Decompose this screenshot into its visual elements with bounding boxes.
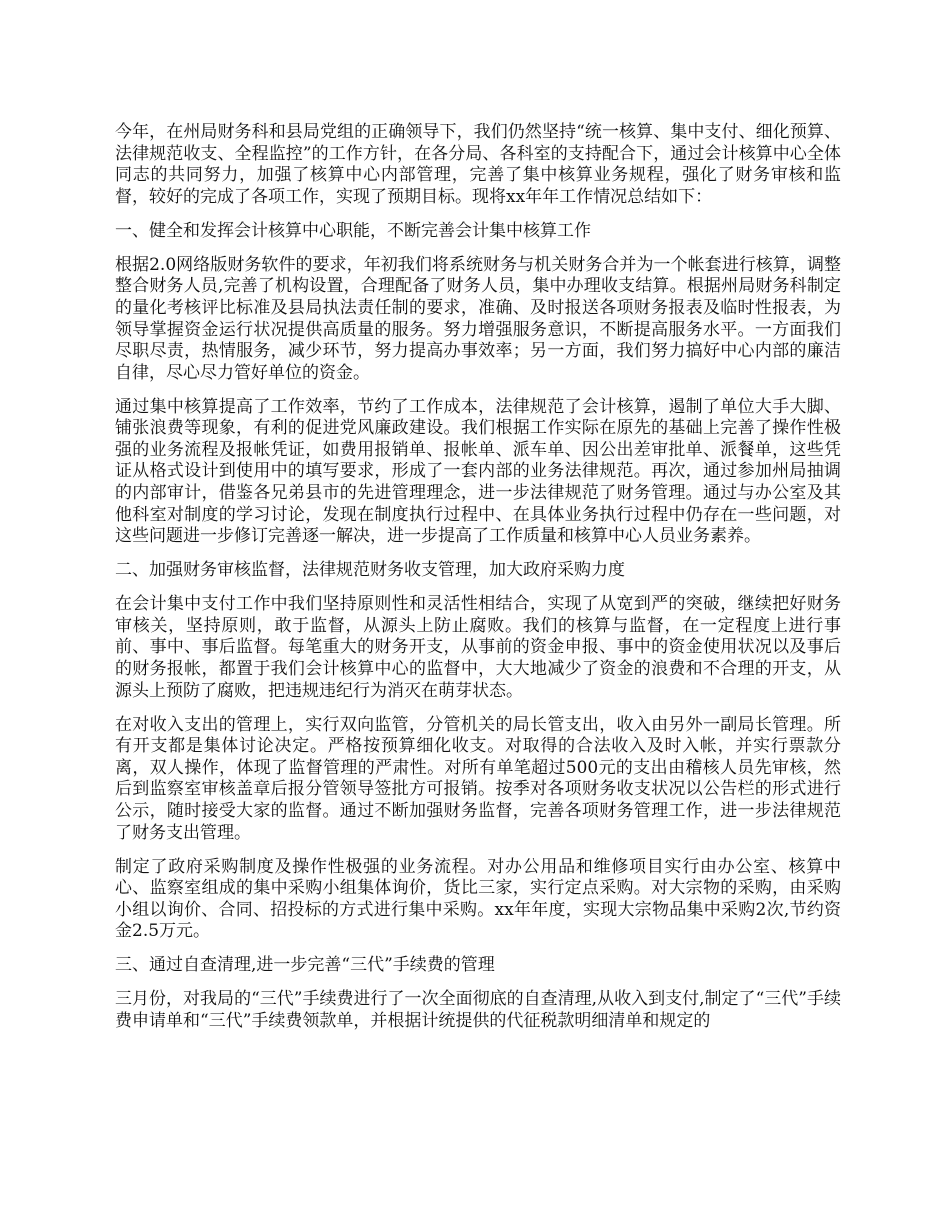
intro-paragraph: 今年，在州局财务科和县局党组的正确领导下，我们仍然坚持“统一核算、集中支付、细化预算、法律规范收支、全程监控”的工作方针，在各分局、各科室的支持配合下，通过会计核算中心全体同志的共同努力，加强了核算中心内部管理，完善了集中核算业务规程，强化了财务审核和监督，较好的完成了各项工作，实现了预期目标。现将xx年年工作情况总结如下： bbox=[115, 122, 841, 207]
section-heading-3: 三、通过自查清理,进一步完善“三代”手续费的管理 bbox=[115, 955, 495, 976]
section-1-paragraph-1: 根据2.0网络版财务软件的要求，年初我们将系统财务与机关财务合并为一个帐套进行核算，调整整合财务人员,完善了机构设置，合理配备了财务人员，集中办理收支结算。根据州局财务科制定的量化考核评比标准及县局执法责任制的要求，准确、及时报送各项财务报表及临时性报表，为领导掌握资金运行状况提供高质量的服务。努力增强服务意识，不断提高服务水平。一方面我们尽职尽责，热情服务，减少环节，努力提高办事效率；另一方面，我们努力搞好中心内部的廉洁自律，尽心尽力管好单位的资金。 bbox=[115, 254, 841, 383]
section-heading-1: 一、健全和发挥会计核算中心职能，不断完善会计集中核算工作 bbox=[115, 220, 591, 241]
section-2-paragraph-2: 在对收入支出的管理上，实行双向监管，分管机关的局长管支出，收入由另外一副局长管理。所有开支都是集体讨论决定。严格按预算细化收支。对取得的合法收入及时入帐，并实行票款分离，双人操作，体现了监督管理的严肃性。对所有单笔超过500元的支出由稽核人员先审核，然后到监察室审核盖章后报分管领导签批方可报销。按季对各项财务收支状况以公告栏的形式进行公示，随时接受大家的监督。通过不断加强财务监督，完善各项财务管理工作，进一步法律规范了财务支出管理。 bbox=[115, 714, 841, 843]
section-2-paragraph-1: 在会计集中支付工作中我们坚持原则性和灵活性相结合，实现了从宽到严的突破，继续把好财务审核关，坚持原则，敢于监督，从源头上防止腐败。我们的核算与监督，在一定程度上进行事前、事中、事后监督。每笔重大的财务开支，从事前的资金申报、事中的资金使用状况以及事后的财务报帐，都置于我们会计核算中心的监督中，大大地减少了资金的浪费和不合理的开支，从源头上预防了腐败，把违规违纪行为消灭在萌芽状态。 bbox=[115, 594, 841, 701]
document-body bbox=[115, 122, 841, 1045]
section-3-paragraph-1: 三月份，对我局的“三代”手续费进行了一次全面彻底的自查清理,从收入到支付,制定了“三代”手续费申请单和“三代”手续费领款单，并根据计统提供的代征税款明细清单和规定的 bbox=[115, 989, 841, 1031]
section-heading-2: 二、加强财务审核监督，法律规范财务收支管理，加大政府采购力度 bbox=[115, 560, 625, 581]
section-1-paragraph-2: 通过集中核算提高了工作效率，节约了工作成本，法律规范了会计核算，遏制了单位大手大脚、铺张浪费等现象，有利的促进党风廉政建设。我们根据工作实际在原先的基础上完善了操作性极强的业务流程及报帐凭证，如费用报销单、报帐单、派车单、因公出差审批单、派餐单，这些凭证从格式设计到使用中的填写要求，形成了一套内部的业务法律规范。再次，通过参加州局抽调的内部审计，借鉴各兄弟县市的先进管理理念，进一步法律规范了财务管理。通过与办公室及其他科室对制度的学习讨论，发现在制度执行过程中、在具体业务执行过程中仍存在一些问题，对这些问题进一步修订完善逐一解决，进一步提高了工作质量和核算中心人员业务素养。 bbox=[115, 396, 841, 547]
section-2-paragraph-3: 制定了政府采购制度及操作性极强的业务流程。对办公用品和维修项目实行由办公室、核算中心、监察室组成的集中采购小组集体询价，货比三家，实行定点采购。对大宗物的采购，由采购小组以询价、合同、招投标的方式进行集中采购。xx年年度，实现大宗物品集中采购2次,节约资金2.5万元。 bbox=[115, 856, 841, 942]
